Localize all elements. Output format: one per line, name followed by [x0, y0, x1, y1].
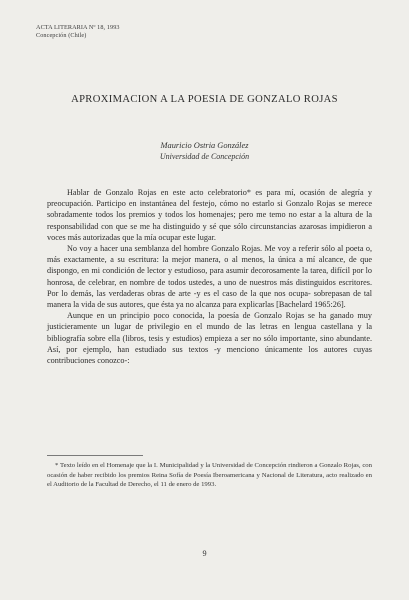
author-affiliation: Universidad de Concepción: [159, 152, 250, 161]
footnote: * Texto leído en el Homenaje que la I. Municipalidad y la Universidad de Concepción rindieron a Gonzalo Rojas, con ocasión de haber recibido los premios Reina Sofía de Poesía Iberoamericana y Nacional de Literatura, acto realizado en el Auditorio de la Facultad de Derecho, el 11 de enero de 1993.: [47, 462, 372, 489]
article-title: APROXIMACION A LA POESIA DE GONZALO ROJAS: [71, 94, 338, 105]
article-body: [47, 187, 372, 366]
page-number: 9: [202, 549, 207, 558]
journal-location: Concepción (Chile): [36, 31, 87, 39]
journal-header: [36, 24, 120, 39]
body-paragraph: Hablar de Gonzalo Rojas en este acto celebratorio* es para mí, ocasión de alegría y preocupación. Participo en instantánea del festejo, cómo no estarlo si Gonzalo Rojas se merece sobradamente todos los premios y todos los homenajes; pero me temo no estar a la altura de la responsabilidad con que se me ha distinguido y sé que sólo circunstancias azarosas impidieron a voces más autorizadas que la mía ocupar este lugar.: [47, 188, 372, 242]
body-paragraph: Aunque en un principio poco conocida, la poesía de Gonzalo Rojas se ha ganado muy justicieramente un lugar de privilegio en el mundo de las letras en lengua castellana y la bibliografía sobre ella (libros, tesis y estudios) empieza a ser no sólo importante, sino abundante. Así, por ejemplo, han estudiado sus textos -y menciono únicamente los autores cuyas contribuciones conozco-:: [47, 311, 372, 366]
body-paragraph: No voy a hacer una semblanza del hombre Gonzalo Rojas. Me voy a referir sólo al poeta o, más exactamente, a su escritura: la mejor manera, o al menos, la única a mí alcance, de que dispongo, en mi condición de lector y estudioso, para asumir decorosamente la tarea, difícil por lo honrosa, de celebrar, en nombre de todos ustedes, a uno de nuestros más distinguidos escritores. Por lo demás, las verdaderas obras de arte -y es el caso de la que nos ocupa- sobrepasan de tal manera la vida de sus autores, que ésta ya no alcanza para explicarlas [Bachelard 1965:26].: [47, 244, 372, 310]
footnote-divider: [47, 455, 143, 456]
author-name: Mauricio Ostria González: [160, 141, 249, 150]
journal-citation: ACTA LITERARIA Nº 18, 1993: [36, 24, 120, 31]
